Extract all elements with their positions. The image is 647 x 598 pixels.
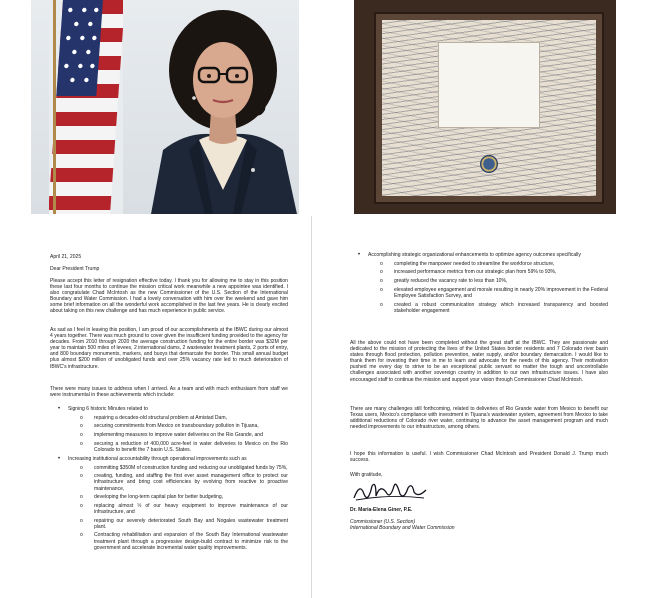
- list-item: [50, 456, 288, 551]
- framed-document: [438, 42, 540, 128]
- letter-page-2: [350, 216, 608, 598]
- bullet-organizational-label: Accomplishing strategic organizational enhancements to optimize agency outcomes specifically: [368, 252, 581, 258]
- achievement-list-2: [350, 252, 608, 316]
- portrait-photo: [31, 0, 299, 214]
- letter-date: April 21, 2025: [50, 254, 82, 260]
- paragraph-resignation: Please accept this letter of resignation effective today. I thank you for allowing me to stay in this position these last four months to continue the mission critical work meanwhile a new appointee was identified. I also congratulate Chad McIntosh as the new Commissioner of the U.S. Section of the International Boundary and Water Commission. I had a lovely conversation with him over the weekend and gave him some brief information on all the wonderful work accomplished in the last few years. He is clearly excited about taking on this new challenge and has much experience in public service.: [50, 278, 288, 315]
- woman-portrait-image: [141, 0, 299, 214]
- sub-list-item: o securing a reduction of 400,000 acre-feet in water deliveries to Mexico on the Rio Colorado to benefit the 7 basin U.S. States.: [68, 441, 288, 453]
- paragraph-wishes: I hope this information is useful. I wish Commissioner Chad McIntosh and President Donald J. Trump much success.: [350, 451, 608, 464]
- signature-mat: [382, 20, 596, 196]
- sub-list-item: o committing $350M of construction funding and reducing our unobligated funds by 75%,: [68, 465, 288, 471]
- handwritten-signature: [350, 478, 430, 504]
- sub-list-item: o securing commitments from Mexico on transboundary pollution in Tijuana,: [68, 423, 288, 429]
- picture-frame: [374, 12, 604, 204]
- sub-list-item: o increased performance metrics from our strategic plan from 59% to 93%,: [368, 269, 608, 275]
- sub-list-item: o implementing measures to improve water deliveries on the Rio Grande, and: [68, 432, 288, 438]
- achievement-list-1: [50, 406, 288, 553]
- sub-list-item: o developing the long-term capital plan for better budgeting,: [68, 494, 288, 500]
- page-divider: [311, 216, 312, 598]
- paragraph-staff-thanks: All the above could not have been completed without the great staff at the IBWC. They are passionate and dedicated to the mission of protecting the lives of the United States border residents and 7 Colorado river basin states through flood protection, pollution prevention, water supply, and/or boundary demarcation. I would like to thank them for investing their time in me to learn and advocate for the needs of this agency. Their motivation pushed me every day to strive to be an exceptional public servant no matter the tough and uncontrollable challenges associated with another sovereign country in addition to our own infrastructure issues. I have also encouraged staff to continue the mission and support your vision through Commissioner Chad McIntosh.: [350, 340, 608, 383]
- sub-list-item: o creating, funding, and staffing the first ever asset management office to protect our infrastructure and bring cost efficiencies by evolving from reactive to proactive maintenance,: [68, 473, 288, 491]
- letter-closing: With gratitude,: [350, 472, 383, 478]
- signer-organization: International Boundary and Water Commission: [350, 525, 455, 531]
- sub-list-item: o completing the manpower needed to streamline the workforce structure,: [368, 261, 608, 267]
- paragraph-challenges: There are many challenges still forthcoming, related to deliveries of Rio Grande water from Mexico to benefit our Texas users, Mexico's compliance with investment in Tijuana's wastewater system, agreement from Mexico to take additional reductions of Colorado river water, continuing to advance the asset management program and much needed improvements to our infrastructure, among others.: [350, 406, 608, 431]
- signer-title: Commissioner (U.S. Section): [350, 519, 416, 525]
- list-item: [350, 252, 608, 314]
- us-flag-image: [49, 0, 123, 214]
- letter-salutation: Dear President Trump: [50, 266, 100, 272]
- sub-list-item: o elevated employee engagement and morale resulting in nearly 20% improvement in the Federal Employee Satisfaction Survey, and: [368, 287, 608, 299]
- sub-list-item: o repairing a decades-old structural problem at Amistad Dam,: [68, 415, 288, 421]
- sub-list-item: o Contracting rehabilitation and expansion of the South Bay International wastewater treatment plant through a progressive design-build contract to minimize risk to the government and accelerate incremental water quality improvements.: [68, 532, 288, 550]
- sub-list-item: o repairing our severely deteriorated South Bay and Nogales wastewater treatment plant.: [68, 518, 288, 530]
- sub-list-item: o greatly reduced the vacancy rate to less than 10%,: [368, 278, 608, 284]
- ibwc-seal-icon: [480, 155, 498, 173]
- list-item: [50, 406, 288, 453]
- sub-list-item: o replacing almost ½ of our heavy equipment to improve maintenance of our infrastructure, and: [68, 503, 288, 515]
- signer-name: Dr. Maria-Elena Giner, P.E.: [350, 507, 413, 513]
- bullet-minutes-label: Signing 6 historic Minutes related to: [68, 406, 148, 412]
- paragraph-accomplishments: As sad as I feel in leaving this position, I am proud of our accomplishments at the IBWC during our almost 4 years together. There was much ground to cover given the insufficient funding provided to the agency for decades. From 2010 through 2020 the average construction funding for the entire border was $32M per year to maintain 500 miles of levees, 2 international dams, 2 wastewater treatment plants, 2 ports of entry, and 800 boundary monuments, markers, and buoys that demarcate the border. This small annual budget plus almost $200 million of unobligated funds and over 25% vacancy rate led to much deterioration of IBWC's infrastructure.: [50, 327, 288, 370]
- bullet-accountability-label: Increasing institutional accountability through operational improvements such as: [68, 455, 247, 462]
- sub-list-item: o created a robust communication strategy which increased transparency and boosted stakeholder engagement: [368, 302, 608, 314]
- letter-page-1: [50, 216, 288, 598]
- framed-signature-board-photo: [354, 0, 616, 214]
- paragraph-achievements-intro: There were many issues to address when I arrived. As a team and with much enthusiasm from staff we were instrumental in these achievements which include:: [50, 386, 288, 399]
- signature-block: [350, 478, 430, 504]
